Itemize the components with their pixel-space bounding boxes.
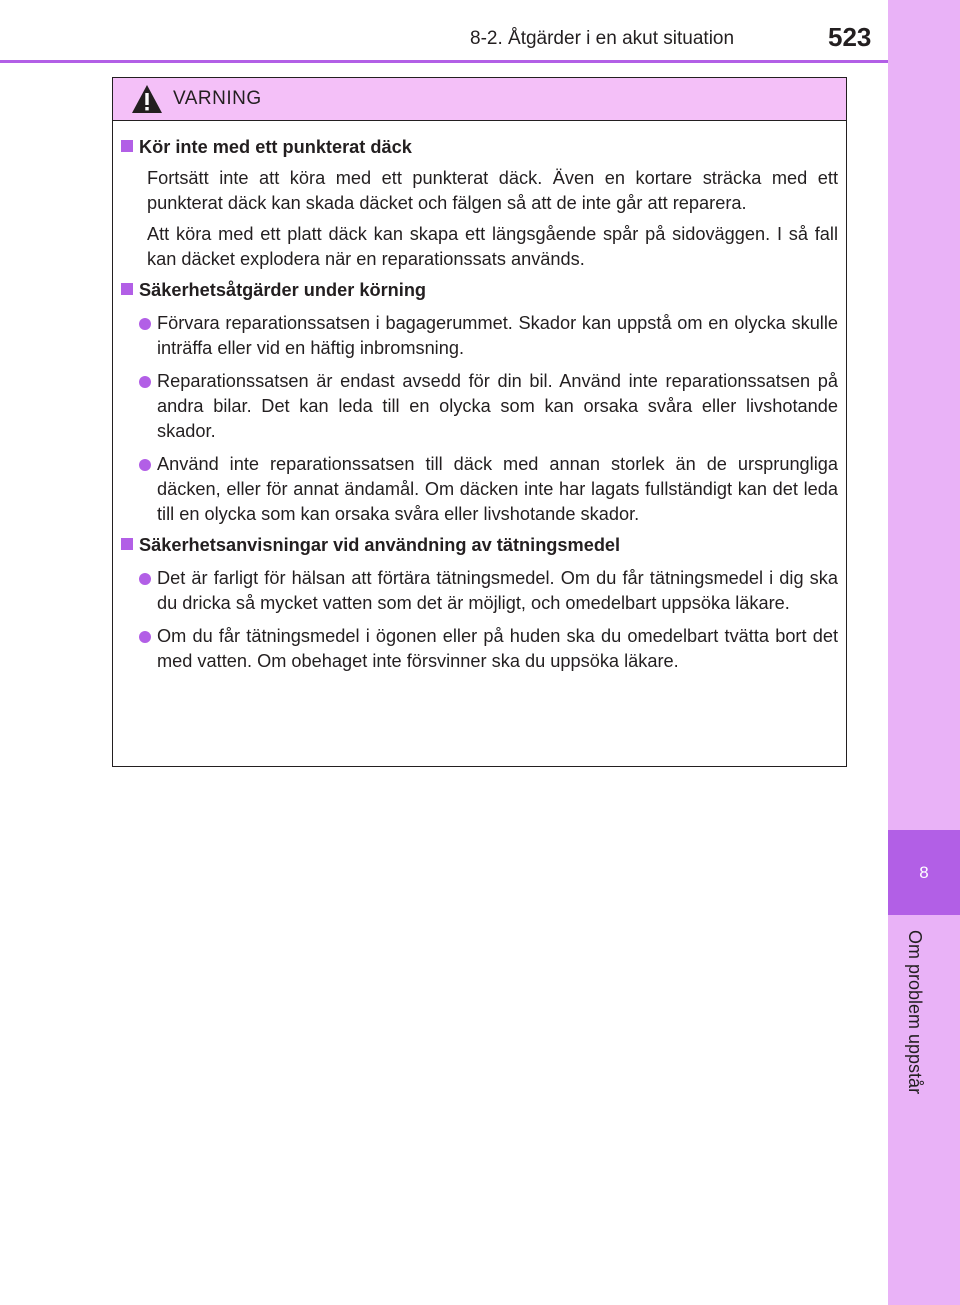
warning-body <box>113 121 846 674</box>
list-item <box>121 369 838 444</box>
warning-label: VARNING <box>173 88 262 109</box>
circle-bullet-icon <box>139 318 151 330</box>
square-bullet-icon <box>121 140 133 152</box>
chapter-label: Om problem uppstår <box>905 930 925 1095</box>
list-item <box>121 311 838 361</box>
paragraph: Att köra med ett platt däck kan skapa ett längsgående spår på sidoväggen. I så fall kan däcket explodera när en reparationssats används. <box>147 224 838 269</box>
list-item <box>121 452 838 527</box>
warning-triangle-icon <box>131 84 163 114</box>
section-heading-text: Säkerhetsanvisningar vid användning av tätningsmedel <box>139 535 621 555</box>
list-item-text: Förvara reparationssatsen i bagagerummet. Skador kan uppstå om en olycka skulle inträffa eller vid en häftig inbromsning. <box>157 313 838 358</box>
list-item-text: Det är farligt för hälsan att förtära tätningsmedel. Om du får tätningsmedel i dig ska du dricka så mycket vatten som det är möjligt, och omedelbart uppsöka läkare. <box>157 568 838 613</box>
list-item-text: Reparationssatsen är endast avsedd för din bil. Använd inte reparationssatsen på andra bilar. Det kan leda till en olycka som kan orsaka svåra eller livshotande skador. <box>157 371 838 441</box>
section-heading-text: Kör inte med ett punkterat däck <box>139 137 412 157</box>
square-bullet-icon <box>121 538 133 550</box>
section-heading-text: Säkerhetsåtgärder under körning <box>139 280 427 300</box>
list-item-text: Om du får tätningsmedel i ögonen eller på huden ska du omedelbart tvätta bort det med vatten. Om obehaget inte försvinner ska du uppsöka läkare. <box>157 626 838 671</box>
chapter-number-tab <box>888 830 960 915</box>
section-heading <box>121 533 838 558</box>
square-bullet-icon <box>121 283 133 295</box>
chapter-number: 8 <box>919 862 929 882</box>
circle-bullet-icon <box>139 376 151 388</box>
section-heading <box>121 135 838 160</box>
list-item-text: Använd inte reparationssatsen till däck med annan storlek än de ursprungliga däcken, eller för annat ändamål. Om däcken inte har lagats fullständigt kan det leda till en olycka som kan orsaka svåra eller livshotande skador. <box>157 454 838 524</box>
circle-bullet-icon <box>139 573 151 585</box>
warning-box <box>112 77 847 767</box>
paragraph: Fortsätt inte att köra med ett punkterat däck. Även en kortare sträcka med ett punkterat däck kan skada däcket och fälgen så att de inte går att reparera. <box>147 168 838 213</box>
circle-bullet-icon <box>139 459 151 471</box>
page-number: 523 <box>828 22 872 52</box>
section-title: 8-2. Åtgärder i en akut situation <box>470 28 735 49</box>
section-heading <box>121 278 838 303</box>
circle-bullet-icon <box>139 631 151 643</box>
list-item <box>121 624 838 674</box>
warning-header <box>113 78 846 121</box>
list-item <box>121 566 838 616</box>
header-divider <box>0 60 888 63</box>
